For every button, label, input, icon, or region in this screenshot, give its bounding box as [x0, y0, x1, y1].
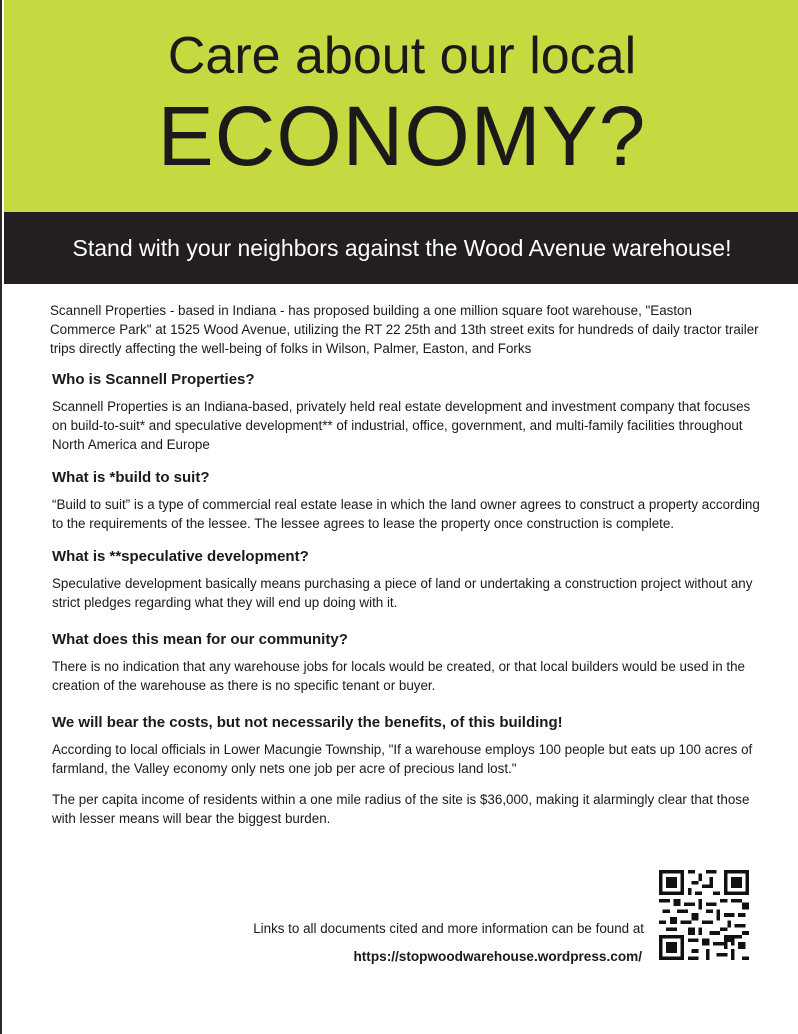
slogan-banner: [4, 212, 798, 284]
section-community-impact: [50, 630, 760, 695]
section-heading: What is *build to suit?: [52, 469, 210, 486]
section-build-to-suit: [50, 468, 760, 533]
section-body: “Build to suit” is a type of commercial real estate lease in which the land owner agrees to construct a property according to the requirements of the lessee. The lessee agrees to lease the property once construction is complete.: [52, 497, 760, 531]
section-body: According to local officials in Lower Macungie Township, "If a warehouse employs 100 people but eats up 100 acres of farmland, the Valley economy only nets one job per acre of precious land lost.": [52, 742, 753, 776]
links-note: Links to all documents cited and more information can be found at: [253, 921, 644, 936]
website-link[interactable]: https://stopwoodwarehouse.wordpress.com/: [353, 949, 642, 964]
section-heading: What does this mean for our community?: [52, 631, 348, 648]
hero-header: [4, 0, 798, 212]
main-content: [50, 301, 760, 840]
section-body: Scannell Properties is an Indiana-based, privately held real estate development and investment company that focuses on build-to-suit* and speculative development** of industrial, office, government, and multi-family facilities throughout North America and Europe: [52, 399, 751, 452]
income-paragraph: The per capita income of residents within a one mile radius of the site is $36,000, making it alarmingly clear that those with lesser means will bear the biggest burden.: [52, 792, 750, 826]
section-who-is-scannell: [50, 370, 760, 454]
section-heading: Who is Scannell Properties?: [52, 371, 255, 388]
section-heading: We will bear the costs, but not necessarily the benefits, of this building!: [52, 714, 563, 731]
qr-code-icon[interactable]: [659, 870, 749, 960]
section-heading: What is **speculative development?: [52, 548, 309, 565]
section-speculative-development: [50, 547, 760, 612]
slogan-text: Stand with your neighbors against the Wood Avenue warehouse!: [72, 235, 732, 261]
hero-title-line2: ECONOMY?: [157, 89, 647, 183]
hero-title-line1: Care about our local: [167, 27, 637, 85]
section-costs-benefits: [50, 713, 760, 828]
section-body: There is no indication that any warehouse jobs for locals would be created, or that local builders would be used in the creation of the warehouse as there is no specific tenant or buyer.: [52, 659, 746, 693]
intro-paragraph: Scannell Properties - based in Indiana - has proposed building a one million square foot warehouse, "Easton Commerce Park" at 1525 Wood Avenue, utilizing the RT 22 25th and 13th street exits for hundreds of daily tractor trailer trips directly affecting the well-being of folks in Wilson, Palmer, Easton, and Forks: [50, 303, 759, 356]
section-body: Speculative development basically means purchasing a piece of land or undertaking a construction project without any strict pledges regarding what they will end up doing with it.: [52, 576, 753, 610]
